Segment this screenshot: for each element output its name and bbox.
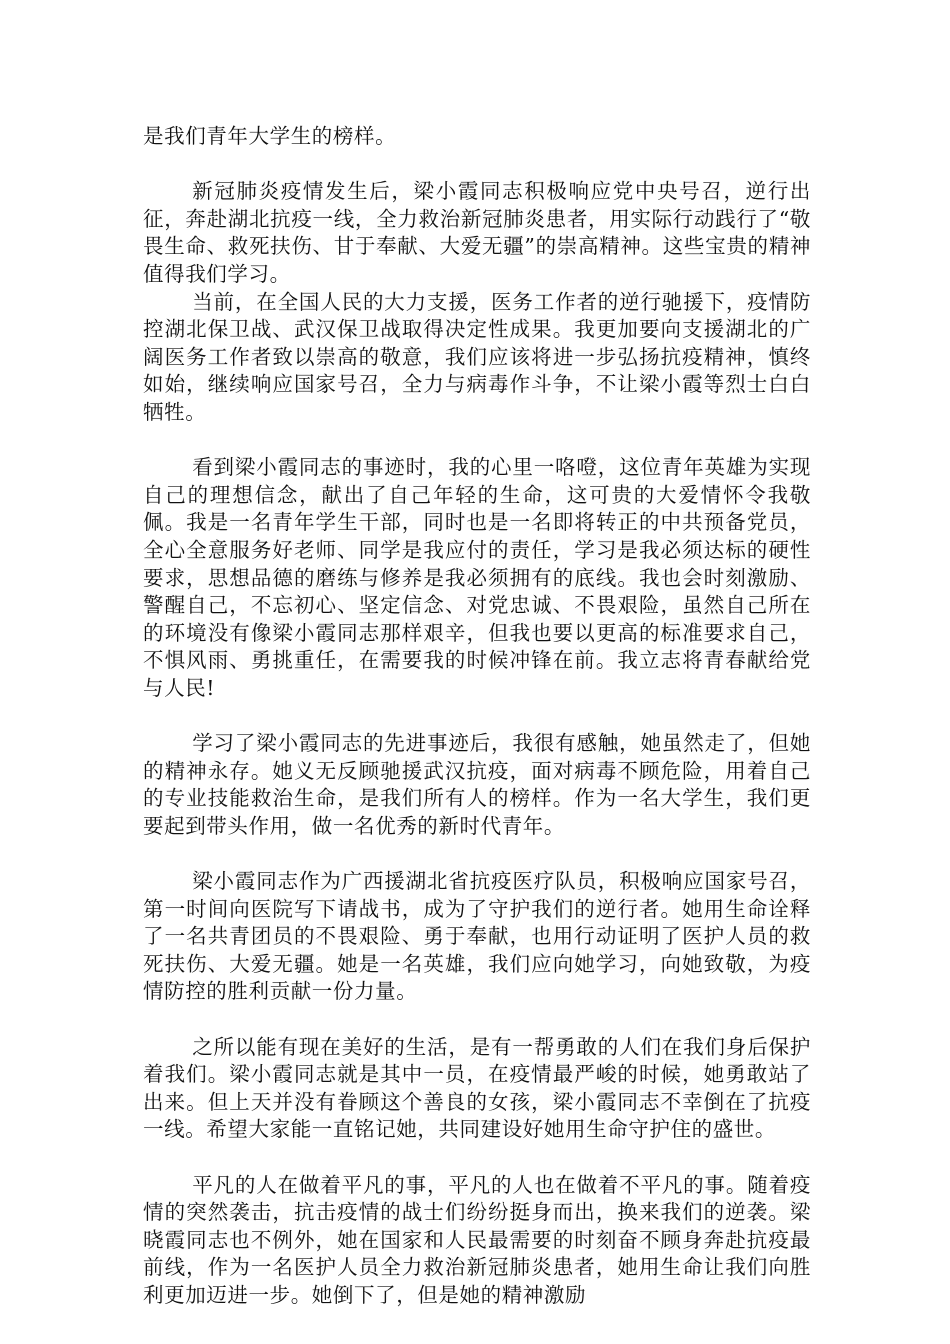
paragraph-2: 新冠肺炎疫情发生后，梁小霞同志积极响应党中央号召，逆行出征，奔赴湖北抗疫一线，全力救治新冠肺炎患者，用实际行动践行了“敬畏生命、救死扶伤、甘于奉献、大爱无疆”的崇高精神。这些宝贵的精神值得我们学习。	[143, 179, 811, 286]
paragraph-3: 当前，在全国人民的大力支援，医务工作者的逆行驰援下，疫情防控湖北保卫战、武汉保卫战取得决定性成果。我更加要向支援湖北的广阔医务工作者致以崇高的敬意，我们应该将进一步弘扬抗疫精神，慎终如始，继续响应国家号召，全力与病毒作斗争，不让梁小霞等烈士白白牺牲。	[143, 289, 811, 424]
paragraph-5: 学习了梁小霞同志的先进事迹后，我很有感触，她虽然走了，但她的精神永存。她义无反顾驰援武汉抗疫，面对病毒不顾危险，用着自己的专业技能救治生命，是我们所有人的榜样。作为一名大学生，我们更要起到带头作用，做一名优秀的新时代青年。	[143, 731, 811, 838]
paragraph-gap	[143, 1006, 811, 1034]
paragraph-4: 看到梁小霞同志的事迹时，我的心里一咯噔，这位青年英雄为实现自己的理想信念，献出了自己年轻的生命，这可贵的大爱情怀令我敬佩。我是一名青年学生干部，同时也是一名即将转正的中共预备党员，全心全意服务好老师、同学是我应付的责任，学习是我必须达标的硬性要求，思想品德的磨练与修养是我必须拥有的底线。我也会时刻激励、警醒自己，不忘初心、坚定信念、对党忠诚、不畏艰险，虽然自己所在的环境没有像梁小霞同志那样艰辛，但我也要以更高的标准要求自己，不惧风雨、勇挑重任，在需要我的时候冲锋在前。我立志将青春献给党与人民!	[143, 455, 811, 700]
paragraph-gap	[143, 427, 811, 455]
paragraph-gap	[143, 702, 811, 730]
paragraph-6: 梁小霞同志作为广西援湖北省抗疫医疗队员，积极响应国家号召，第一时间向医院写下请战书，成为了守护我们的逆行者。她用生命诠释了一名共青团员的不畏艰险、勇于奉献，也用行动证明了医护人员的救死扶伤、大爱无疆。她是一名英雄，我们应向她学习，向她致敬，为疫情防控的胜利贡献一份力量。	[143, 869, 811, 1004]
document-body	[143, 123, 811, 1310]
paragraph-7: 之所以能有现在美好的生活，是有一帮勇敢的人们在我们身后保护着我们。梁小霞同志就是其中一员，在疫情最严峻的时候，她勇敢站了出来。但上天并没有眷顾这个善良的女孩，梁小霞同志不幸倒在了抗疫一线。希望大家能一直铭记她，共同建设好她用生命守护住的盛世。	[143, 1034, 811, 1142]
paragraph-gap	[143, 151, 811, 179]
paragraph-1: 是我们青年大学生的榜样。	[143, 124, 397, 148]
paragraph-gap	[143, 840, 811, 868]
paragraph-gap	[143, 1144, 811, 1172]
paragraph-8: 平凡的人在做着平凡的事，平凡的人也在做着不平凡的事。随着疫情的突然袭击，抗击疫情的战士们纷纷挺身而出，换来我们的逆袭。梁晓霞同志也不例外，她在国家和人民最需要的时刻奋不顾身奔赴抗疫最前线，作为一名医护人员全力救治新冠肺炎患者，她用生命让我们向胜利更加迈进一步。她倒下了，但是她的精神激励	[143, 1172, 811, 1307]
